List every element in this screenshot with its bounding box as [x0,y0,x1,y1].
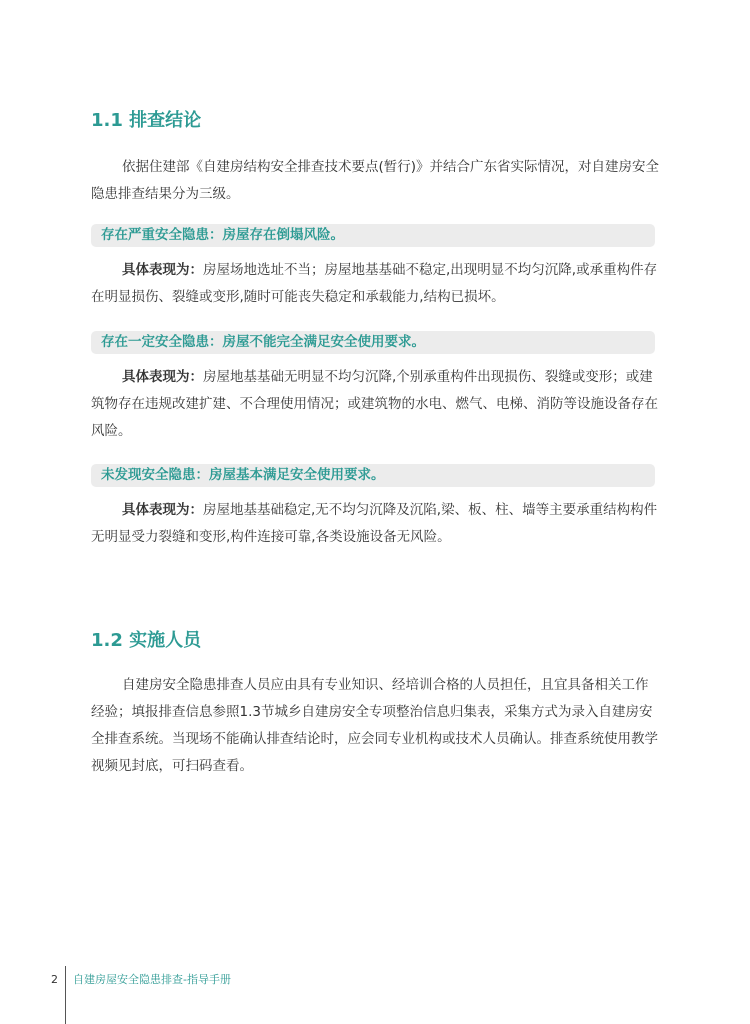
section-title-conclusion: 1.1 排查结论 [91,110,202,131]
footer-divider [65,966,66,1024]
page-number: 2 [51,973,58,986]
intro-paragraph: 依据住建部《自建房结构安全排查技术要点(暂行)》并结合广东省实际情况，对自建房安全隐患排查结果分为三级。 [91,159,660,202]
level-moderate-heading-bar [91,331,655,354]
level-severe-text: 房屋场地选址不当；房屋地基基础不稳定,出现明显不均匀沉降,或承重构件存在明显损伤、裂缝或变形,随时可能丧失稳定和承载能力,结构已损坏。 [91,262,658,305]
level-safe-heading: 未发现安全隐患：房屋基本满足安全使用要求。 [101,467,385,483]
level-safe-heading-bar [91,464,655,487]
personnel-paragraph: 自建房安全隐患排查人员应由具有专业知识、经培训合格的人员担任，且宜具备相关工作经验；填报排查信息参照1.3节城乡自建房安全专项整治信息归集表，采集方式为录入自建房安全排查系统。当现场不能确认排查结论时，应会同专业机构或技术人员确认。排查系统使用教学视频见封底，可扫码查看。 [91,677,658,774]
level-moderate-description [91,364,661,445]
level-moderate-text: 房屋地基基础无明显不均匀沉降,个别承重构件出现损伤、裂缝或变形；或建筑物存在违规改建扩建、不合理使用情况；或建筑物的水电、燃气、电梯、消防等设施设备存在风险。 [91,369,658,439]
level-moderate-heading: 存在一定安全隐患：房屋不能完全满足安全使用要求。 [101,334,425,350]
level-severe-heading-bar [91,224,655,247]
level-safe-description [91,497,661,551]
level-moderate-label: 具体表现为： [122,369,203,385]
level-severe-label: 具体表现为： [122,262,203,278]
level-safe-label: 具体表现为： [122,502,203,518]
level-safe-text: 房屋地基基础稳定,无不均匀沉降及沉陷,梁、板、柱、墙等主要承重结构构件无明显受力裂缝和变形,构件连接可靠,各类设施设备无风险。 [91,502,658,545]
section-title-personnel: 1.2 实施人员 [91,630,202,651]
level-severe-description [91,257,661,311]
level-severe-heading: 存在严重安全隐患：房屋存在倒塌风险。 [101,227,344,243]
footer-title: 自建房屋安全隐患排查-指导手册 [73,973,231,986]
